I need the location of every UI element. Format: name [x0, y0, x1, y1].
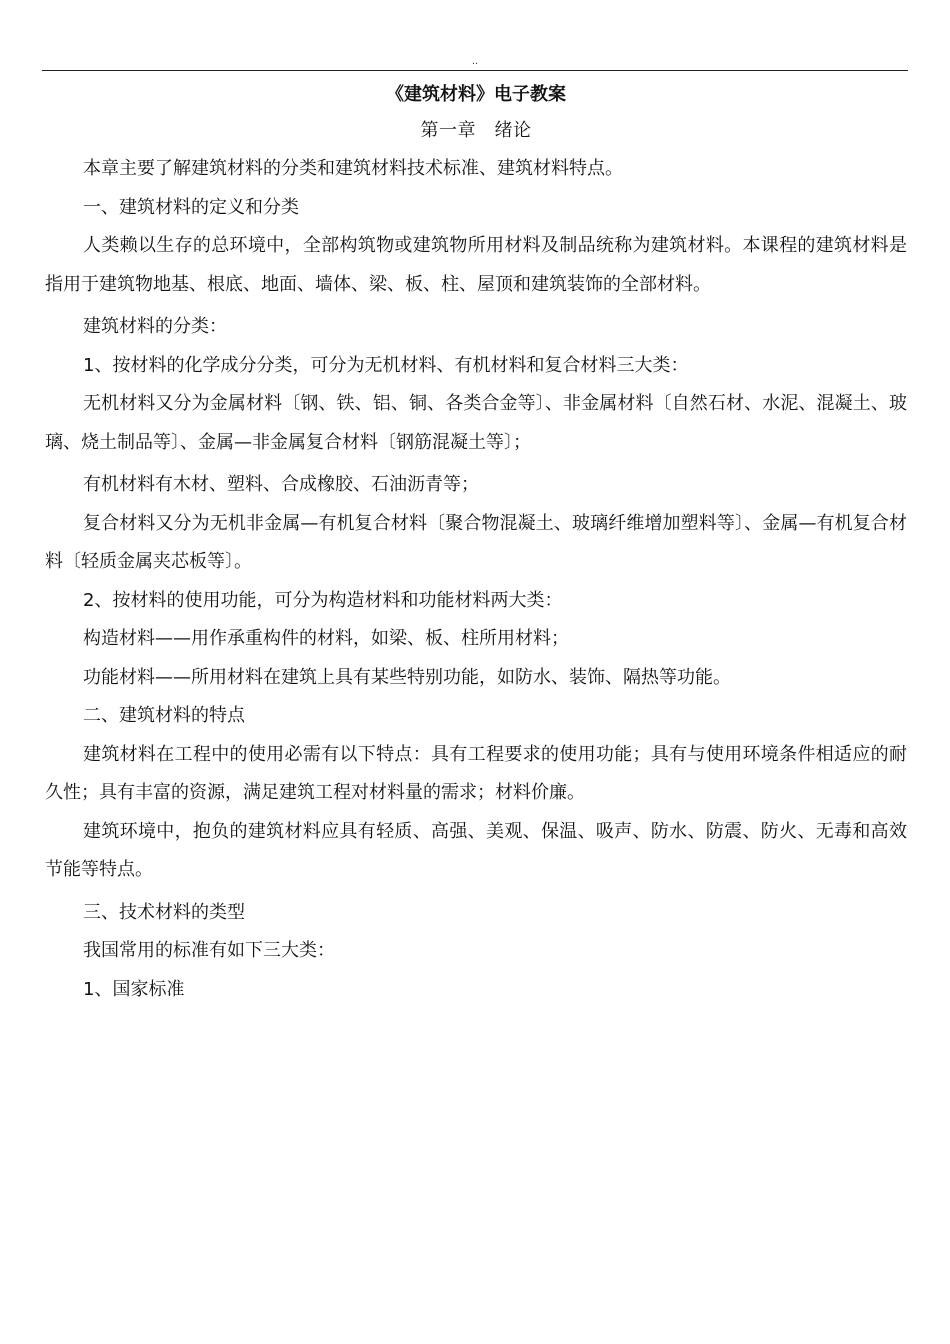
paragraph-composite-materials: 复合材料又分为无机非金属—有机复合材料〔聚合物混凝土、玻璃纤维增加塑料等〕、金属—有机复合材料〔轻质金属夹芯板等〕。 — [45, 512, 907, 572]
section-heading-standards: 三、技术材料的类型 — [83, 901, 245, 923]
header-rule — [42, 70, 908, 71]
paragraph-national-standard: 1、国家标准 — [83, 978, 185, 1000]
paragraph-functional-materials: 功能材料——所用材料在建筑上具有某些特别功能，如防水、装饰、隔热等功能。 — [83, 666, 731, 688]
header-mark: .. — [471, 56, 479, 67]
paragraph-intro: 本章主要了解建筑材料的分类和建筑材料技术标准、建筑材料特点。 — [83, 158, 623, 179]
paragraph-function-classification: 2、按材料的使用功能，可分为构造材料和功能材料两大类： — [83, 589, 563, 611]
paragraph-features-requirements: 建筑材料在工程中的使用必需有以下特点：具有工程要求的使用功能；具有与使用环境条件相适应的耐久性；具有丰富的资源，满足建筑工程对材料量的需求；材料价廉。 — [45, 743, 907, 803]
document-body — [45, 78, 907, 1009]
paragraph-ideal-materials: 建筑环境中，抱负的建筑材料应具有轻质、高强、美观、保温、吸声、防水、防震、防火、无毒和高效节能等特点。 — [45, 820, 907, 880]
chapter-heading: 第一章 绪论 — [420, 120, 532, 141]
paragraph-organic-materials: 有机材料有木材、塑料、合成橡胶、石油沥青等； — [83, 474, 479, 495]
paragraph-classification-heading: 建筑材料的分类： — [83, 316, 227, 337]
section-heading-definition: 一、建筑材料的定义和分类 — [83, 196, 299, 218]
section-heading-features: 二、建筑材料的特点 — [83, 705, 245, 726]
paragraph-standards-intro: 我国常用的标准有如下三大类： — [83, 940, 335, 961]
document-title: 《建筑材料》电子教案 — [386, 84, 566, 105]
paragraph-definition: 人类赖以生存的总环境中，全部构筑物或建筑物所用材料及制品统称为建筑材料。本课程的建筑材料是指用于建筑物地基、根底、地面、墙体、梁、板、柱、屋顶和建筑装饰的全部材料。 — [45, 235, 907, 295]
paragraph-chemical-classification: 1、按材料的化学成分分类，可分为无机材料、有机材料和复合材料三大类： — [83, 354, 689, 376]
paragraph-inorganic-materials: 无机材料又分为金属材料〔钢、铁、铝、铜、各类合金等〕、非金属材料〔自然石材、水泥、混凝土、玻璃、烧土制品等〕、金属—非金属复合材料〔钢筋混凝土等〕； — [45, 393, 907, 453]
paragraph-structural-materials: 构造材料——用作承重构件的材料，如梁、板、柱所用材料； — [83, 628, 569, 649]
